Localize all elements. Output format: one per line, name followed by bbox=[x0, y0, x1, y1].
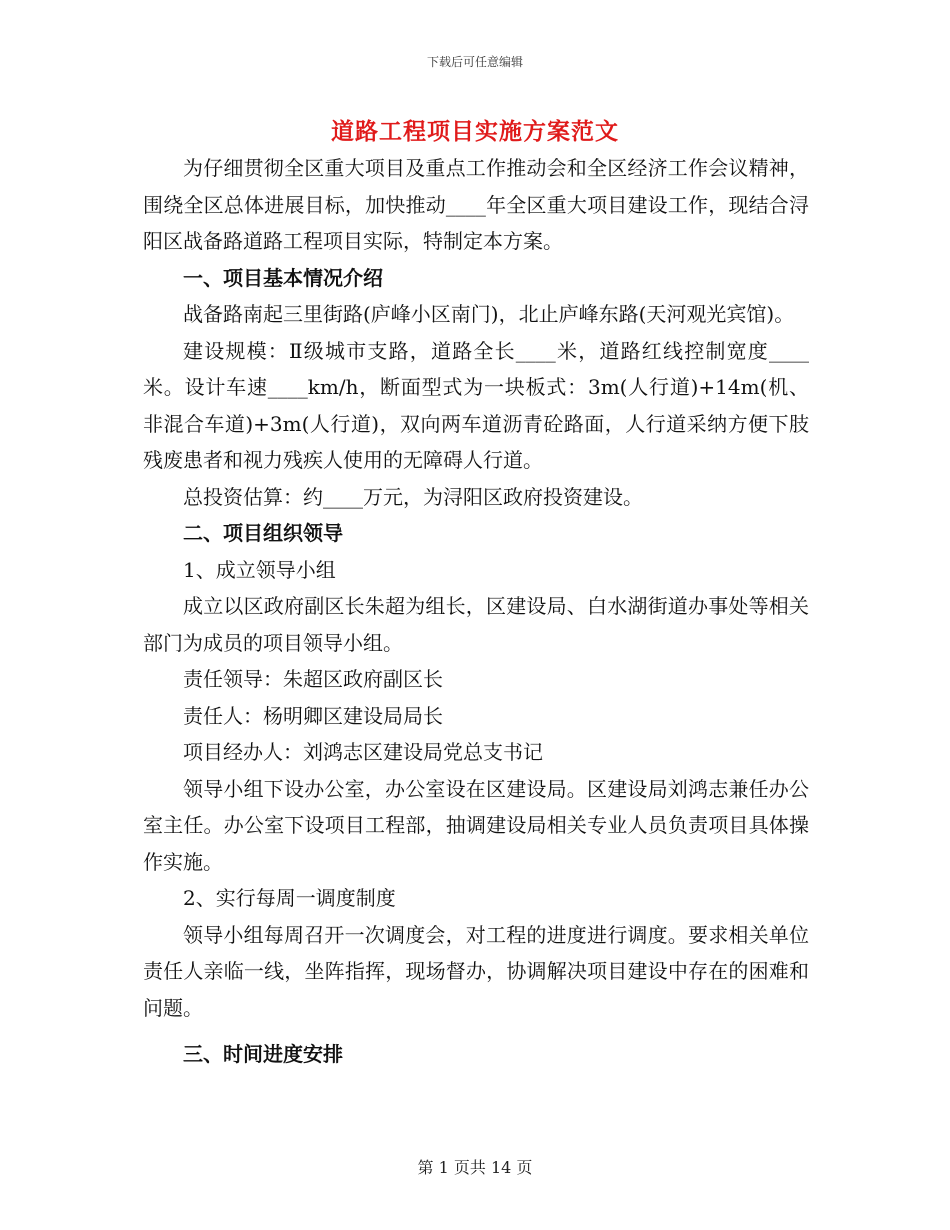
section-2-responsible-leader: 责任领导：朱超区政府副区长 bbox=[183, 667, 443, 691]
section-2-subheading-2: 2、实行每周一调度制度 bbox=[183, 886, 396, 910]
section-2-paragraph-group: 成立以区政府副区长朱超为组长，区建设局、白水湖街道办事处等相关部门为成员的项目领导小组。 bbox=[143, 594, 809, 655]
intro-paragraph: 为仔细贯彻全区重大项目及重点工作推动会和全区经济工作会议精神，围绕全区总体进展目标，加快推动____年全区重大项目建设工作，现结合浔阳区战备路道路工程项目实际，特制定本方案。 bbox=[143, 156, 809, 253]
section-1-paragraph-location: 战备路南起三里街路(庐峰小区南门)，北止庐峰东路(天河观光宾馆)。 bbox=[183, 302, 795, 326]
document-title: 道路工程项目实施方案范文 bbox=[331, 118, 619, 145]
page-footer: 第 1 页共 14 页 bbox=[417, 1158, 533, 1177]
section-2-responsible-person: 责任人：杨明卿区建设局局长 bbox=[183, 703, 443, 728]
section-1-paragraph-scale: 建设规模：Ⅱ级城市支路，道路全长____米，道路红线控制宽度____米。设计车速____km/h，断面型式为一块板式：3m(人行道)+14m(机、非混合车道)+3m(人行道)，双向两车道沥青砼路面，人行道采纳方便下肢残废患者和视力残疾人使用的无障碍人行道。 bbox=[143, 338, 809, 472]
section-2-subheading-1: 1、成立领导小组 bbox=[183, 557, 336, 582]
section-3-heading: 三、时间进度安排 bbox=[183, 1042, 343, 1066]
section-1-heading: 一、项目基本情况介绍 bbox=[183, 265, 383, 290]
document-body bbox=[143, 150, 809, 1073]
section-1-paragraph-investment: 总投资估算：约____万元，为浔阳区政府投资建设。 bbox=[183, 484, 643, 509]
section-2-paragraph-office: 领导小组下设办公室，办公室设在区建设局。区建设局刘鸿志兼任办公室主任。办公室下设项目工程部，抽调建设局相关专业人员负责项目具体操作实施。 bbox=[143, 776, 809, 874]
section-2-project-handler: 项目经办人：刘鸿志区建设局党总支书记 bbox=[183, 740, 543, 764]
section-2-paragraph-schedule: 领导小组每周召开一次调度会，对工程的进度进行调度。要求相关单位责任人亲临一线，坐阵指挥，现场督办，协调解决项目建设中存在的困难和问题。 bbox=[143, 922, 809, 1020]
section-2-heading: 二、项目组织领导 bbox=[183, 521, 343, 545]
header-note: 下载后可任意编辑 bbox=[426, 55, 523, 69]
